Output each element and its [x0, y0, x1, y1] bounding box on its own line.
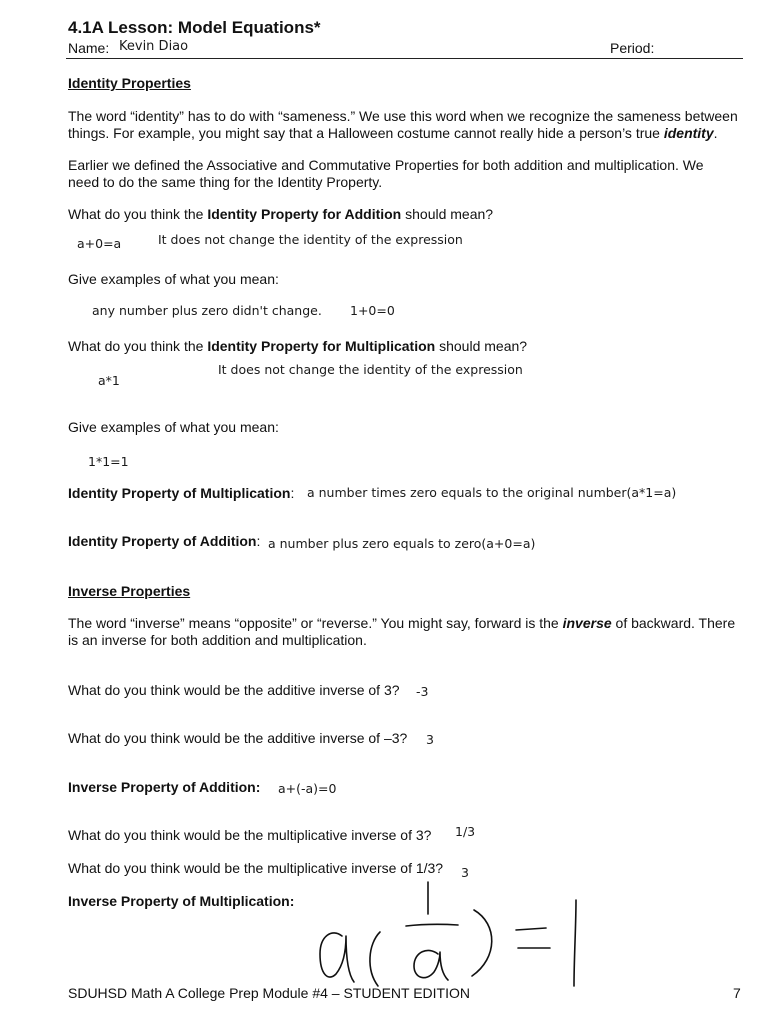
- identity-paragraph-2: Earlier we defined the Associative and Commutative Properties for both addition and multiplication. We need to do the same thing for the Identity Property.: [68, 157, 704, 190]
- example-addition-equation: 1+0=0: [350, 303, 395, 318]
- example-addition-text: any number plus zero didn't change.: [92, 303, 322, 318]
- examples-label-2: Give examples of what you mean:: [68, 419, 279, 435]
- inv-prop-mul-label: Inverse Property of Multiplication:: [68, 893, 295, 909]
- examples-label-1: Give examples of what you mean:: [68, 271, 279, 287]
- question-identity-addition: [68, 206, 493, 223]
- answer-additive-inverse-neg3: 3: [426, 732, 434, 747]
- page-title: 4.1A Lesson: Model Equations*: [68, 18, 321, 37]
- question-multiplicative-inverse-third: What do you think would be the multiplicative inverse of 1/3?: [68, 860, 444, 876]
- example-multiplication: 1*1=1: [88, 454, 129, 469]
- answer-addition-formula: a+0=a: [77, 236, 122, 251]
- identity-multiplication-answer: a number times zero equals to the original number(a*1=a): [307, 485, 677, 500]
- inverse-addition-answer: a+(-a)=0: [278, 781, 337, 796]
- identity-heading: Identity Properties: [68, 75, 191, 91]
- name-label: Name:: [68, 40, 110, 56]
- q-mul-post: should mean?: [435, 338, 528, 354]
- q-mul-bold: Identity Property for Multiplication: [207, 338, 436, 354]
- prop-mul-label: Identity Property of Multiplication: [68, 485, 291, 501]
- footer-module-text: SDUHSD Math A College Prep Module #4 – STUDENT EDITION: [68, 985, 471, 1001]
- inverse-emphasis: inverse: [562, 615, 612, 631]
- identity-multiplication-property: [68, 485, 294, 502]
- answer-multiplicative-inverse-3: 1/3: [455, 824, 476, 839]
- question-multiplicative-inverse-3: What do you think would be the multiplicative inverse of 3?: [68, 827, 432, 843]
- q-add-post: should mean?: [401, 206, 494, 222]
- inverse-heading: Inverse Properties: [68, 583, 191, 599]
- answer-multiplicative-inverse-third: 3: [461, 865, 469, 880]
- answer-addition-meaning: It does not change the identity of the expression: [158, 232, 463, 247]
- identity-addition-property: [68, 533, 260, 550]
- question-additive-inverse-3: What do you think would be the additive inverse of 3?: [68, 682, 400, 698]
- identity-para1-text: The word “identity” has to do with “sameness.” We use this word when we recognize the sameness between things. For example, you might say that a Halloween costume cannot really hide a person’s true: [68, 108, 738, 141]
- identity-para1-end: .: [713, 125, 718, 141]
- name-value: Kevin Diao: [119, 39, 189, 54]
- inv-prop-add-label: Inverse Property of Addition:: [68, 779, 261, 795]
- prop-add-colon: :: [256, 533, 261, 549]
- q-add-pre: What do you think the: [68, 206, 208, 222]
- page-number: 7: [733, 985, 741, 1001]
- answer-additive-inverse-3: -3: [416, 684, 429, 699]
- answer-multiplication-meaning: It does not change the identity of the expression: [218, 362, 523, 377]
- q-mul-pre: What do you think the: [68, 338, 208, 354]
- q-add-bold: Identity Property for Addition: [207, 206, 402, 222]
- identity-addition-answer: a number plus zero equals to zero(a+0=a): [268, 536, 536, 551]
- identity-paragraph-1: [68, 108, 738, 142]
- handwritten-answer: [310, 878, 600, 990]
- inverse-multiplication-property: [68, 893, 294, 910]
- prop-mul-colon: :: [290, 485, 295, 501]
- header-rule: [66, 58, 743, 59]
- identity-emphasis: identity: [663, 125, 714, 141]
- question-identity-multiplication: [68, 338, 527, 355]
- inverse-addition-property: [68, 779, 260, 796]
- inverse-paragraph: [68, 615, 738, 649]
- prop-add-label: Identity Property of Addition: [68, 533, 257, 549]
- question-additive-inverse-neg3: What do you think would be the additive inverse of –3?: [68, 730, 408, 746]
- answer-multiplication-formula: a*1: [98, 373, 120, 388]
- inverse-para-a: The word “inverse” means “opposite” or “reverse.” You might say, forward is the: [68, 615, 563, 631]
- inverse-para-b: of backward. There is an inverse for both addition and multiplication.: [68, 615, 736, 648]
- period-label: Period:: [610, 40, 655, 56]
